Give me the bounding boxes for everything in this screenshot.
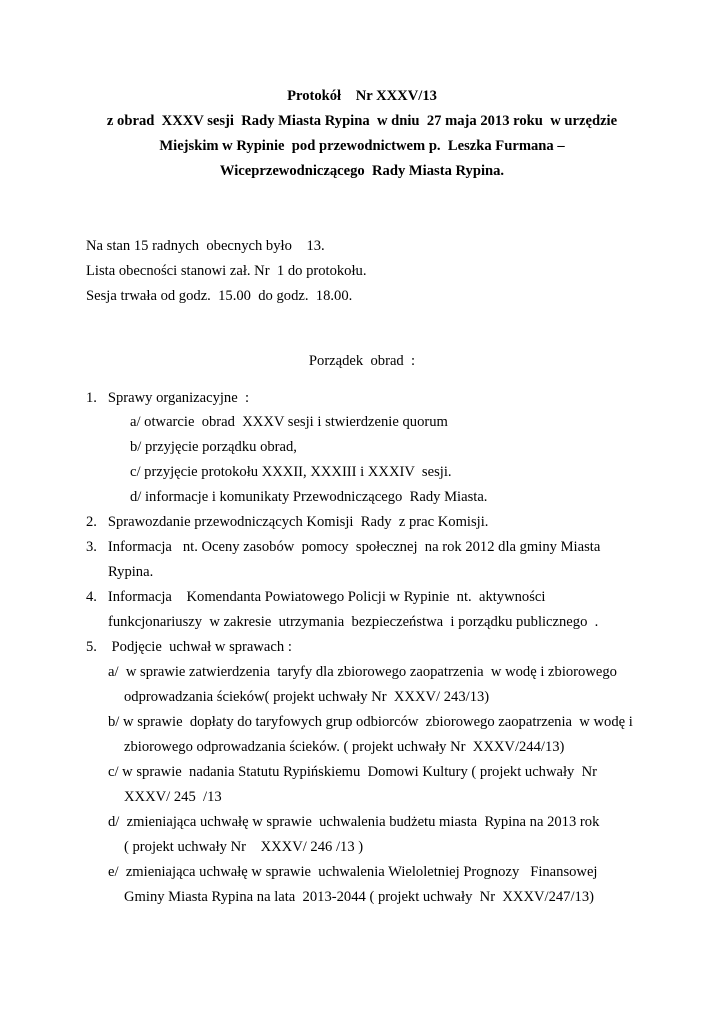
agenda-item-5e-cont: Gminy Miasta Rypina na lata 2013-2044 ( projekt uchwały Nr XXXV/247/13) — [124, 889, 594, 905]
title-line-1: Protokół Nr XXXV/13 — [287, 88, 437, 104]
agenda-item-1: 1. Sprawy organizacyjne : — [86, 390, 250, 406]
agenda-item-1c: c/ przyjęcie protokołu XXXII, XXXIII i XXXIV sesji. — [130, 464, 452, 480]
title-line-2: z obrad XXXV sesji Rady Miasta Rypina w dniu 27 maja 2013 roku w urzędzie — [106, 113, 618, 129]
agenda-item-5a: a/ w sprawie zatwierdzenia taryfy dla zbiorowego zaopatrzenia w wodę i zbiorowego — [108, 664, 617, 680]
agenda-item-5d: d/ zmieniająca uchwałę w sprawie uchwalenia budżetu miasta Rypina na 2013 rok — [108, 814, 600, 830]
agenda-item-5: 5. Podjęcie uchwał w sprawach : — [86, 639, 292, 655]
agenda-item-3: 3. Informacja nt. Oceny zasobów pomocy społecznej na rok 2012 dla gminy Miasta — [86, 539, 601, 555]
title-line-4: Wiceprzewodniczącego Rady Miasta Rypina. — [219, 163, 505, 179]
intro-attendance-list: Lista obecności stanowi zał. Nr 1 do protokołu. — [86, 263, 367, 279]
agenda-heading: Porządek obrad : — [308, 353, 416, 369]
intro-attendance: Na stan 15 radnych obecnych było 13. — [86, 238, 325, 254]
agenda-item-5b-cont: zbiorowego odprowadzania ścieków. ( projekt uchwały Nr XXXV/244/13) — [124, 739, 565, 755]
agenda-item-1b: b/ przyjęcie porządku obrad, — [130, 439, 297, 455]
agenda-item-4: 4. Informacja Komendanta Powiatowego Policji w Rypinie nt. aktywności — [86, 589, 546, 605]
agenda-item-5c: c/ w sprawie nadania Statutu Rypińskiemu Domowi Kultury ( projekt uchwały Nr — [108, 764, 598, 780]
agenda-item-1d: d/ informacje i komunikaty Przewodniczącego Rady Miasta. — [130, 489, 488, 505]
agenda-item-5c-cont: XXXV/ 245 /13 — [124, 789, 222, 805]
agenda-item-1a: a/ otwarcie obrad XXXV sesji i stwierdzenie quorum — [130, 414, 448, 430]
intro-session-time: Sesja trwała od godz. 15.00 do godz. 18.00. — [86, 288, 353, 304]
agenda-item-5e: e/ zmieniająca uchwałę w sprawie uchwalenia Wieloletniej Prognozy Finansowej — [108, 864, 598, 880]
title-line-3: Miejskim w Rypinie pod przewodnictwem p. Leszka Furmana – — [159, 138, 565, 154]
agenda-item-3-cont: Rypina. — [108, 564, 154, 580]
agenda-item-5a-cont: odprowadzania ścieków( projekt uchwały Nr XXXV/ 243/13) — [124, 689, 490, 705]
agenda-item-2: 2. Sprawozdanie przewodniczących Komisji Rady z prac Komisji. — [86, 514, 489, 530]
agenda-item-4-cont: funkcjonariuszy w zakresie utrzymania bezpieczeństwa i porządku publicznego . — [108, 614, 599, 630]
agenda-item-5b: b/ w sprawie dopłaty do taryfowych grup odbiorców zbiorowego zaopatrzenia w wodę i — [108, 714, 633, 730]
agenda-item-5d-cont: ( projekt uchwały Nr XXXV/ 246 /13 ) — [124, 839, 364, 855]
